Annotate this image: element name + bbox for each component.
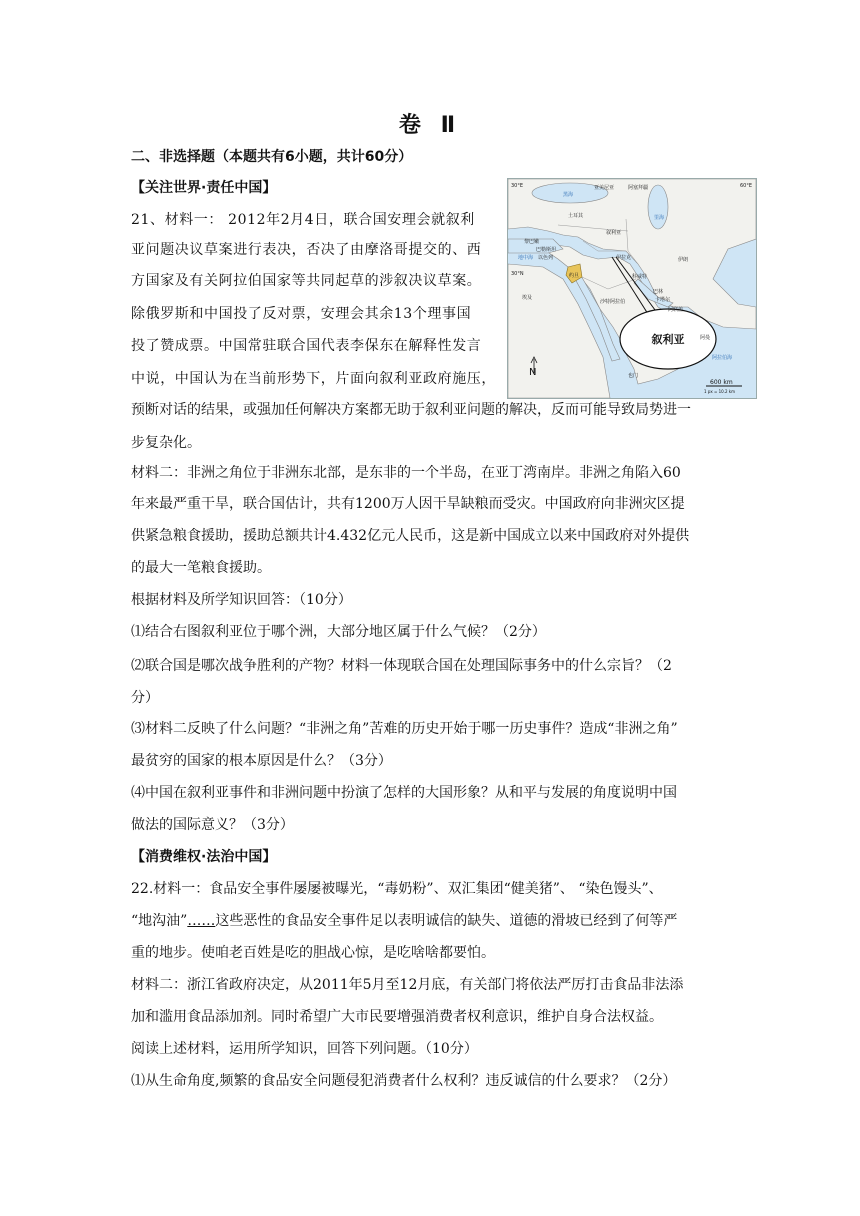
map-label: 60°E	[740, 183, 753, 189]
map-scale-sub: 1 px = 10.2 km	[704, 389, 736, 394]
q22-sub1: ⑴从生命角度,频繁的食品安全问题侵犯消费者什么权利？违反诚信的什么要求？（2分）	[131, 1073, 677, 1089]
map-label: 巴林	[653, 289, 664, 295]
q21-sub3-cont: 最贫穷的国家的根本原因是什么？（3分）	[131, 753, 392, 769]
q22-text-line: 重的地步。使咱老百姓是吃的胆战心惊，是吃啥啥都要怕。	[131, 945, 495, 961]
map-label: 叙利亚	[606, 230, 622, 236]
map-label: 黑海	[563, 192, 574, 198]
q22-ellipsis: ……	[187, 913, 216, 929]
q21-sub4: ⑷中国在叙利亚事件和非洲问题中扮演了怎样的大国形象？从和平与发展的角度说明中国	[131, 785, 677, 801]
q22-text-line: 22.材料一：食品安全事件屡屡被曝光，“毒奶粉”、双汇集团“健美猪”、 “染色馒头”、	[131, 881, 663, 897]
q21-sub4-cont: 做法的国际意义？（3分）	[131, 817, 294, 833]
topic-heading-consumer: 【消费维权·法治中国】	[131, 849, 277, 865]
map-label: 30°E	[511, 183, 524, 189]
q21-material2-line: 材料二：非洲之角位于非洲东北部，是东非的一个半岛，在亚丁湾南岸。非洲之角陷入60	[131, 465, 681, 481]
q21-material2-line: 的最大一笔粮食援助。	[131, 560, 271, 576]
map-label: 也门	[628, 373, 639, 379]
map-scale: 600 km	[710, 379, 733, 386]
q21-sub2: ⑵联合国是哪次战争胜利的产物？材料一体现联合国在处理国际事务中的什么宗旨？（2	[131, 658, 672, 674]
q21-text-line: 投了赞成票。中国常驻联合国代表李保东在解释性发言	[131, 338, 482, 354]
middle-east-map	[507, 178, 757, 399]
q21-sub1: ⑴结合右图叙利亚位于哪个洲，大部分地区属于什么气候？（2分）	[131, 624, 546, 640]
map-label: 黎巴嫩	[524, 239, 540, 245]
q21-text-line: 中说，中国认为在当前形势下，片面向叙利亚政府施压，	[131, 371, 496, 387]
map-label: 阿联酋	[668, 307, 684, 313]
north-arrow-icon: N	[529, 367, 537, 378]
map-label: 土耳其	[568, 213, 584, 219]
q21-prompt: 根据材料及所学知识回答：（10分）	[131, 592, 352, 608]
q21-sub3: ⑶材料二反映了什么问题？“非洲之角”苦难的历史开始于哪一历史事件？造成“非洲之角”	[131, 721, 678, 737]
map-label: 亚美尼亚	[594, 185, 615, 191]
q22-text-rest: 这些恶性的食品安全事件足以表明诚信的缺失、道德的滑坡已经到了何等严	[215, 913, 678, 929]
map-label: 阿曼	[700, 335, 711, 341]
map-label: 约旦	[569, 273, 580, 279]
q21-text-line: 步复杂化。	[131, 435, 201, 451]
map-label: 阿塞拜疆	[628, 185, 649, 191]
map-callout-label: 叙利亚	[651, 333, 685, 346]
map-label: 科威特	[632, 274, 648, 280]
map-label: 伊朗	[678, 257, 689, 263]
q22-material2-line: 材料二：浙江省政府决定，从2011年5月至12月底，有关部门将依法严厉打击食品非法添	[131, 977, 684, 993]
map-label: 以色列	[538, 255, 554, 261]
q21-sub2-cont: 分）	[131, 690, 159, 706]
q22-text-line	[131, 911, 677, 931]
map-label: 里海	[654, 215, 665, 221]
map-label: 卡塔尔	[655, 297, 671, 303]
q21-text-line: 除俄罗斯和中国投了反对票，安理会其余13个理事国	[131, 306, 472, 322]
page-title: 卷 Ⅱ	[398, 113, 462, 138]
map-label: 巴勒斯坦	[536, 247, 557, 253]
q22-material2-line: 加和滥用食品添加剂。同时希望广大市民要增强消费者权利意识，维护自身合法权益。	[131, 1009, 663, 1025]
map-label: 阿拉伯海	[712, 355, 733, 361]
q21-material2-line: 年来最严重干旱，联合国估计，共有1200万人因干旱缺粮而受灾。中国政府向非洲灾区提	[131, 496, 685, 512]
q21-material2-line: 供紧急粮食援助，援助总额共计4.432亿元人民币，这是新中国成立以来中国政府对外提供	[131, 528, 690, 544]
map-graphic	[508, 179, 756, 398]
q21-text-line: 预断对话的结果，或强加任何解决方案都无助于叙利亚问题的解决，反而可能导致局势进一	[131, 402, 691, 418]
q21-text-line: 21、材料一： 2012年2月4日，联合国安理会就叙利	[131, 212, 475, 228]
topic-heading-world: 【关注世界·责任中国】	[131, 180, 277, 196]
q22-prompt: 阅读上述材料，运用所学知识，回答下列问题。（10分）	[131, 1041, 478, 1057]
map-label: 伊拉克	[616, 255, 632, 261]
q21-text-line: 方国家及有关阿拉伯国家等共同起草的涉叙决议草案。	[131, 273, 482, 289]
map-label: 30°N	[511, 271, 524, 277]
q21-text-line: 亚问题决议草案进行表决，否决了由摩洛哥提交的、西	[131, 242, 482, 258]
map-label: 埃及	[522, 295, 533, 301]
map-label: 地中海	[518, 255, 534, 261]
map-label: 沙特阿拉伯	[600, 299, 626, 305]
q22-quote: “地沟油”	[131, 913, 188, 929]
section-heading: 二、非选择题（本题共有6小题，共计60分）	[131, 149, 413, 165]
